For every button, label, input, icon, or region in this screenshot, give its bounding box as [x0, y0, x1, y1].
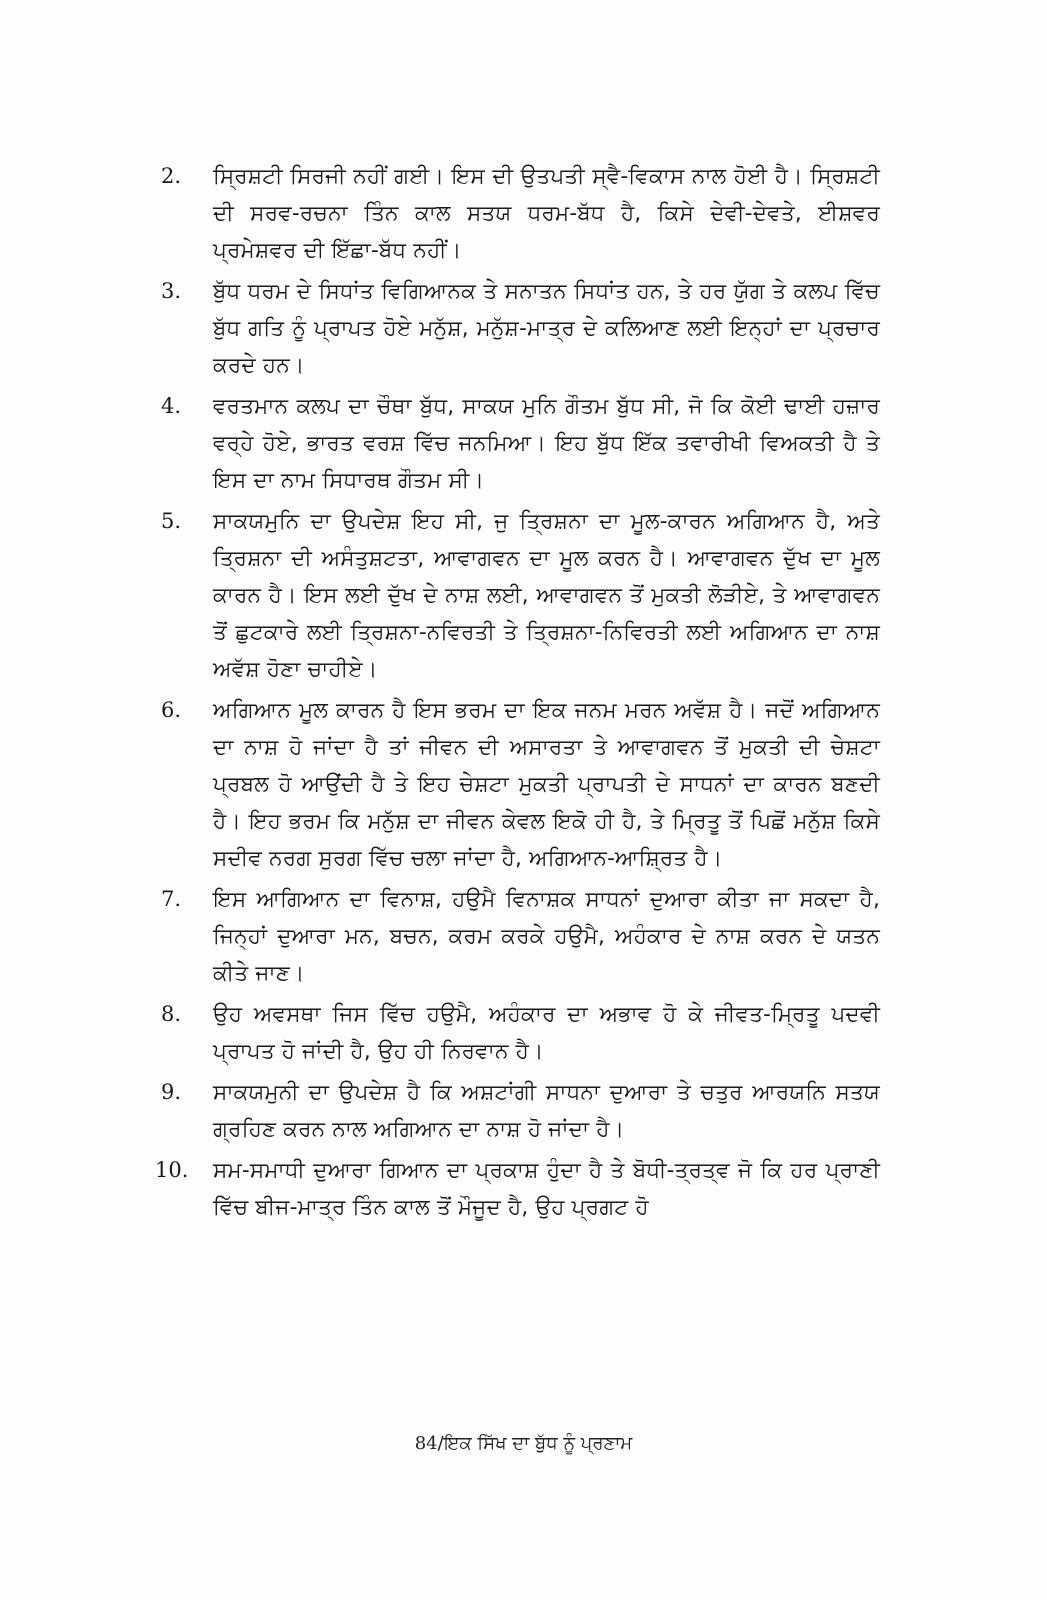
item-text: ਸਾਕਯਮੁਨਿ ਦਾ ਉਪਦੇਸ਼ ਇਹ ਸੀ, ਜੁ ਤ੍ਰਿਸ਼ਨਾ ਦਾ ਮੂਲ-ਕਾਰਨ ਅਗਿਆਨ ਹੈ, ਅਤੇ ਤ੍ਰਿਸ਼ਨਾ ਦੀ ਅਸੰਤੁਸ਼ਟਤਾ, ਆਵਾਗਵਨ ਦਾ ਮੂਲ ਕਰਨ ਹੈ। ਆਵਾਗਵਨ ਦੁੱਖ ਦਾ ਮੂਲ ਕਾਰਨ ਹੈ। ਇਸ ਲਈ ਦੁੱਖ ਦੇ ਨਾਸ਼ ਲਈ, ਆਵਾਗਵਨ ਤੋਂ ਮੁਕਤੀ ਲੋੜੀਏ, ਤੇ ਆਵਾਗਵਨ ਤੋਂ ਛੁਟਕਾਰੇ ਲਈ ਤ੍ਰਿਸ਼ਨਾ-ਨਵਿਰਤੀ ਤੇ ਤ੍ਰਿਸ਼ਨਾ-ਨਿਵਿਰਤੀ ਲਈ ਅਗਿਆਨ ਦਾ ਨਾਸ਼ ਅਵੱਸ਼ ਹੋਣਾ ਚਾਹੀਏ। — [213, 509, 880, 682]
item-text: ਬੁੱਧ ਧਰਮ ਦੇ ਸਿਧਾਂਤ ਵਿਗਿਆਨਕ ਤੇ ਸਨਾਤਨ ਸਿਧਾਂਤ ਹਨ, ਤੇ ਹਰ ਯੁੱਗ ਤੇ ਕਲਪ ਵਿੱਚ ਬੁੱਧ ਗਤਿ ਨੂੰ ਪ੍ਰਾਪਤ ਹੋਏ ਮਨੁੱਸ਼, ਮਨੁੱਸ਼-ਮਾਤ੍ਰ ਦੇ ਕਲਿਆਣ ਲਈ ਇਨ੍ਹਾਂ ਦਾ ਪ੍ਰਚਾਰ ਕਰਦੇ ਹਨ। — [213, 279, 880, 378]
item-number: 3. — [161, 279, 182, 303]
item-number: 8. — [161, 1002, 182, 1026]
item-number: 4. — [161, 394, 182, 418]
item-number: 9. — [161, 1080, 182, 1104]
list-item-3 — [155, 273, 880, 384]
list-item-7 — [155, 881, 880, 992]
item-text: ਅਗਿਆਨ ਮੂਲ ਕਾਰਨ ਹੈ ਇਸ ਭਰਮ ਦਾ ਇਕ ਜਨਮ ਮਰਨ ਅਵੱਸ਼ ਹੈ। ਜਦੋਂ ਅਗਿਆਨ ਦਾ ਨਾਸ਼ ਹੋ ਜਾਂਦਾ ਹੈ ਤਾਂ ਜੀਵਨ ਦੀ ਅਸਾਰਤਾ ਤੇ ਆਵਾਗਵਨ ਤੋਂ ਮੁਕਤੀ ਦੀ ਚੇਸ਼ਟਾ ਪ੍ਰਬਲ ਹੋ ਆਉਂਦੀ ਹੈ ਤੇ ਇਹ ਚੇਸ਼ਟਾ ਮੁਕਤੀ ਪ੍ਰਾਪਤੀ ਦੇ ਸਾਧਨਾਂ ਦਾ ਕਾਰਨ ਬਣਦੀ ਹੈ। ਇਹ ਭਰਮ ਕਿ ਮਨੁੱਸ਼ ਦਾ ਜੀਵਨ ਕੇਵਲ ਇਕੋ ਹੀ ਹੈ, ਤੇ ਮ੍ਰਿਤੂ ਤੋਂ ਪਿਛੋਂ ਮਨੁੱਸ਼ ਕਿਸੇ ਸਦੀਵ ਨਰਗ ਸੁਰਗ ਵਿੱਚ ਚਲਾ ਜਾਂਦਾ ਹੈ, ਅਗਿਆਨ-ਆਸ਼੍ਰਿਤ ਹੈ। — [213, 698, 880, 871]
item-text: ਸਾਕਯਮੁਨੀ ਦਾ ਉਪਦੇਸ਼ ਹੈ ਕਿ ਅਸ਼ਟਾਂਗੀ ਸਾਧਨਾ ਦੁਆਰਾ ਤੇ ਚਤੁਰ ਆਰਯਨਿ ਸਤਯ ਗ੍ਰਹਿਣ ਕਰਨ ਨਾਲ ਅਗਿਆਨ ਦਾ ਨਾਸ਼ ਹੋ ਜਾਂਦਾ ਹੈ। — [213, 1080, 880, 1142]
footer-separator: / — [437, 1433, 444, 1454]
item-number: 10. — [155, 1158, 189, 1182]
item-number: 6. — [161, 698, 182, 722]
item-number: 7. — [161, 887, 182, 911]
list-item-6 — [155, 692, 880, 877]
list-item-2 — [155, 158, 880, 269]
item-number: 5. — [161, 509, 182, 533]
item-text: ਵਰਤਮਾਨ ਕਲਪ ਦਾ ਚੌਥਾ ਬੁੱਧ, ਸਾਕਯ ਮੁਨਿ ਗੌਤਮ ਬੁੱਧ ਸੀ, ਜੋ ਕਿ ਕੋਈ ਢਾਈ ਹਜ਼ਾਰ ਵਰ੍ਹੇ ਹੋਏ, ਭਾਰਤ ਵਰਸ਼ ਵਿੱਚ ਜਨਮਿਆ। ਇਹ ਬੁੱਧ ਇੱਕ ਤਵਾਰੀਖੀ ਵਿਅਕਤੀ ਹੈ ਤੇ ਇਸ ਦਾ ਨਾਮ ਸਿਧਾਰਥ ਗੌਤਮ ਸੀ। — [213, 394, 880, 493]
item-text: ਸਮ-ਸਮਾਧੀ ਦੁਆਰਾ ਗਿਆਨ ਦਾ ਪ੍ਰਕਾਸ਼ ਹੁੰਦਾ ਹੈ ਤੇ ਬੋਧੀ-ਤ੍ਰਤ੍ਵ ਜੋ ਕਿ ਹਰ ਪ੍ਰਾਣੀ ਵਿੱਚ ਬੀਜ-ਮਾਤ੍ਰ ਤਿੰਨ ਕਾਲ ਤੋਂ ਮੌਜੂਦ ਹੈ, ਉਹ ਪ੍ਰਗਟ ਹੋ — [213, 1158, 880, 1220]
numbered-list — [155, 158, 880, 1230]
item-text: ਇਸ ਆਗਿਆਨ ਦਾ ਵਿਨਾਸ਼, ਹਉਮੈ ਵਿਨਾਸ਼ਕ ਸਾਧਨਾਂ ਦੁਆਰਾ ਕੀਤਾ ਜਾ ਸਕਦਾ ਹੈ, ਜਿਨ੍ਹਾਂ ਦੁਆਰਾ ਮਨ, ਬਚਨ, ਕਰਮ ਕਰਕੇ ਹਉਮੈ, ਅਹੰਕਾਰ ਦੇ ਨਾਸ਼ ਕਰਨ ਦੇ ਯਤਨ ਕੀਤੇ ਜਾਣ। — [213, 887, 880, 986]
list-item-8 — [155, 996, 880, 1070]
book-title: ਇਕ ਸਿੱਖ ਦਾ ਬੁੱਧ ਨੂੰ ਪ੍ਰਣਾਮ — [443, 1433, 633, 1454]
list-item-9 — [155, 1074, 880, 1148]
list-item-4 — [155, 388, 880, 499]
list-item-10 — [155, 1152, 880, 1226]
item-text: ਸ੍ਰਿਸ਼ਟੀ ਸਿਰਜੀ ਨਹੀਂ ਗਈ। ਇਸ ਦੀ ਉਤਪਤੀ ਸ੍ਵੈ-ਵਿਕਾਸ ਨਾਲ ਹੋਈ ਹੈ। ਸ੍ਰਿਸ਼ਟੀ ਦੀ ਸਰਵ-ਰਚਨਾ ਤਿੰਨ ਕਾਲ ਸਤਯ ਧਰਮ-ਬੱਧ ਹੈ, ਕਿਸੇ ਦੇਵੀ-ਦੇਵਤੇ, ਈਸ਼ਵਰ ਪ੍ਰਮੇਸ਼ਵਰ ਦੀ ਇੱਛਾ-ਬੱਧ ਨਹੀਂ। — [213, 164, 880, 263]
page-number: 84 — [414, 1433, 438, 1454]
page-footer — [0, 1430, 1047, 1458]
item-text: ਉਹ ਅਵਸਥਾ ਜਿਸ ਵਿੱਚ ਹਉਮੈ, ਅਹੰਕਾਰ ਦਾ ਅਭਾਵ ਹੋ ਕੇ ਜੀਵਤ-ਮ੍ਰਿਤੂ ਪਦਵੀ ਪ੍ਰਾਪਤ ਹੋ ਜਾਂਦੀ ਹੈ, ਉਹ ਹੀ ਨਿਰਵਾਨ ਹੈ। — [213, 1002, 880, 1064]
list-item-5 — [155, 503, 880, 688]
item-number: 2. — [161, 164, 182, 188]
